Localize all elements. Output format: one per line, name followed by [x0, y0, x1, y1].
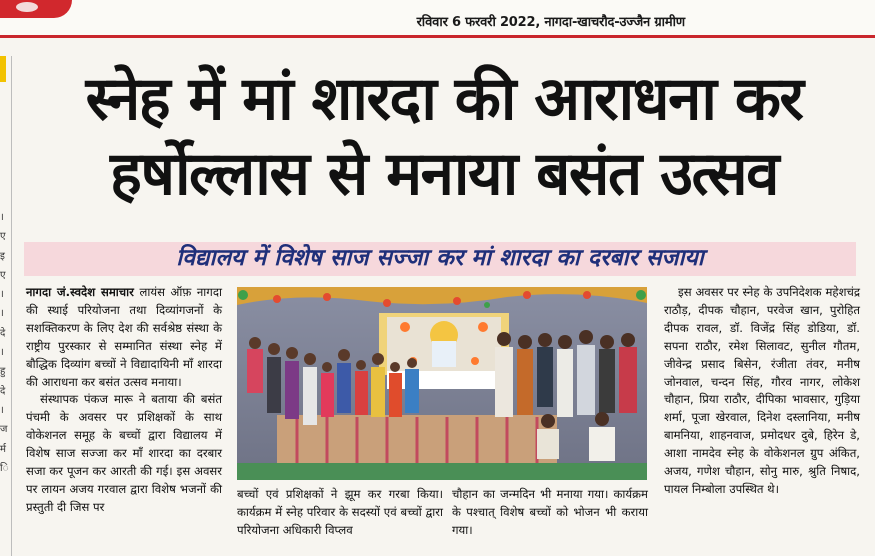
byline: [26, 284, 222, 391]
paragraph-5: इस अवसर पर स्नेह के उपनिदेशक महेशचंद्र राठौड़, दीपक चौहान, परवेज खान, पुरोहित दीपक रावल, डॉ. विजेंद्र सिंह डोडिया, डॉ. सपना राठौर, रमेश सिलावट, सुनील गौतम, जीवेन्द्र प्रसाद बिसेन, रंजीता तंवर, मनीष जोनवाल, चन्दन सिंह, गौरव नागर, लोकेश चौहान, प्रिया राठौर, दीपिका भावसार, गुड़िया शर्मा, पूजा खेरवाल, दिनेश दस्लानिया, मनीष बामनिया, शाहनवाज, प्रमोदधर दुबे, हिरेन डे, आशा नामदेव स्नेह के वोकेशनल ग्रुप अंकित, अजय, गणेश चौहान, सोनु मारु, श्रुति निषाद, पायल निम्बोला उपस्थित थे।: [664, 285, 860, 496]
adjacent-article-text: । ए इ ए । । दे । हु दे । ज र्म ि: [0, 212, 9, 474]
article-column-1: [26, 284, 222, 517]
paragraph-3: बच्चों एवं प्रशिक्षकों ने झूम कर गरबा किया। कार्यक्रम में स्नेह परिवार के सदस्यों एवं बच्चों द्वारा परियोजना अधिकारी विप्लव: [237, 487, 443, 537]
headline-line-2: हर्षोल्लास से मनाया बसंत उत्सव: [109, 139, 779, 209]
side-accent-bar: [0, 56, 6, 82]
adjacent-article-column: [0, 56, 12, 556]
masthead-strip: [0, 0, 875, 38]
byline-place: नागदा जं.: [26, 285, 71, 299]
photo-illustration: [237, 287, 647, 480]
paragraph-2: संस्थापक पंकज मारू ने बताया की बसंत पंचमी के अवसर पर प्रशिक्षकों के साथ वोकेशनल समूह के बच्चों द्वारा विद्यालय में विशेष साज सज्जा कर माँ शारदा का दरबार सजा कर पूजन कर आरती की गई। इस अवसर पर लायन अजय गरवाल द्वारा विशेष भजनों की प्रस्तुती दी जिस पर: [26, 392, 222, 514]
article-column-4: [664, 284, 860, 499]
byline-source: स्वदेश समाचार: [70, 285, 134, 299]
paragraph-1: लायंस ऑफ़ नागदा की स्थाई परियोजना तथा दिव्यांगजनों के सशक्तिकरण के लिए देश की सर्वश्रेष्ठ संस्था के राष्ट्रीय पुरस्कार से सम्मानित संस्था स्नेह में बौद्धिक दिव्यांग बच्चों ने विद्यादायिनी माँ शारदा की आराधना कर बसंत उत्सव मनाया।: [26, 285, 222, 389]
headline-line-1: स्नेह में मां शारदा की आराधना कर: [85, 64, 803, 134]
dateline: रविवार 6 फरवरी 2022, नागदा-खाचरौद-उज्जैन ग्रामीण: [416, 15, 685, 30]
article-kicker: विद्यालय में विशेष साज सज्जा कर मां शारदा का दरबार सजाया: [176, 245, 704, 271]
paragraph-4: चौहान का जन्मदिन भी मनाया गया। कार्यक्रम के पश्चात् विशेष बच्चों को भोजन भी कराया गया।: [452, 487, 648, 537]
article-headline: [24, 62, 864, 212]
article-column-2: [237, 486, 443, 540]
group-photo-image: [237, 287, 647, 480]
newspaper-logo-icon: [0, 0, 72, 18]
article-column-3: [452, 486, 648, 540]
